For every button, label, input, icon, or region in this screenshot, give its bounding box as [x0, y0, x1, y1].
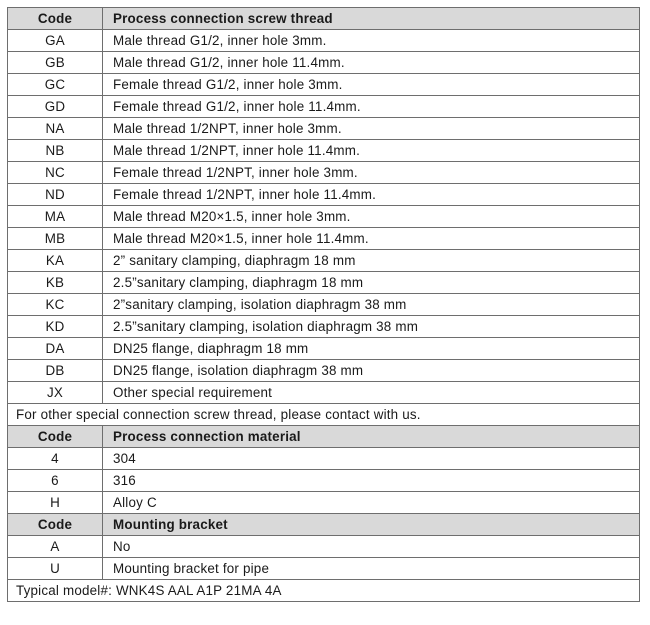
bracket-header-code: Code	[8, 514, 103, 536]
row-code: KC	[8, 294, 103, 316]
table-row	[8, 382, 640, 404]
table-row	[8, 228, 640, 250]
row-code: KA	[8, 250, 103, 272]
row-desc: 2.5”sanitary clamping, diaphragm 18 mm	[103, 272, 640, 294]
material-header-code: Code	[8, 426, 103, 448]
table-row	[8, 470, 640, 492]
row-code: KD	[8, 316, 103, 338]
row-code: NB	[8, 140, 103, 162]
table-row	[8, 272, 640, 294]
row-desc: 316	[103, 470, 640, 492]
row-desc: Female thread 1/2NPT, inner hole 3mm.	[103, 162, 640, 184]
row-code: NA	[8, 118, 103, 140]
row-code: 4	[8, 448, 103, 470]
row-code: 6	[8, 470, 103, 492]
row-code: ND	[8, 184, 103, 206]
row-desc: DN25 flange, isolation diaphragm 38 mm	[103, 360, 640, 382]
row-desc: Other special requirement	[103, 382, 640, 404]
spec-table	[7, 7, 640, 602]
row-desc: Male thread 1/2NPT, inner hole 11.4mm.	[103, 140, 640, 162]
spec-table-container	[7, 7, 640, 602]
row-code: A	[8, 536, 103, 558]
table-row	[8, 96, 640, 118]
row-desc: 2”sanitary clamping, isolation diaphragm 38 mm	[103, 294, 640, 316]
thread-note: For other special connection screw thread, please contact with us.	[8, 404, 640, 426]
row-desc: DN25 flange, diaphragm 18 mm	[103, 338, 640, 360]
table-row	[8, 338, 640, 360]
row-code: DA	[8, 338, 103, 360]
table-row	[8, 316, 640, 338]
thread-header-row	[8, 8, 640, 30]
row-code: GD	[8, 96, 103, 118]
typical-model: Typical model#: WNK4S AAL A1P 21MA 4A	[8, 580, 640, 602]
table-row	[8, 558, 640, 580]
row-desc: 2.5”sanitary clamping, isolation diaphragm 38 mm	[103, 316, 640, 338]
row-desc: 304	[103, 448, 640, 470]
row-desc: Alloy C	[103, 492, 640, 514]
row-code: GB	[8, 52, 103, 74]
material-header-row	[8, 426, 640, 448]
table-row	[8, 492, 640, 514]
row-desc: Male thread G1/2, inner hole 3mm.	[103, 30, 640, 52]
thread-note-row	[8, 404, 640, 426]
material-header-desc: Process connection material	[103, 426, 640, 448]
row-code: GA	[8, 30, 103, 52]
row-code: U	[8, 558, 103, 580]
table-row	[8, 74, 640, 96]
row-desc: Male thread M20×1.5, inner hole 3mm.	[103, 206, 640, 228]
row-desc: Male thread G1/2, inner hole 11.4mm.	[103, 52, 640, 74]
table-row	[8, 294, 640, 316]
row-desc: Male thread M20×1.5, inner hole 11.4mm.	[103, 228, 640, 250]
row-desc: Male thread 1/2NPT, inner hole 3mm.	[103, 118, 640, 140]
row-code: DB	[8, 360, 103, 382]
table-row	[8, 448, 640, 470]
row-desc: Mounting bracket for pipe	[103, 558, 640, 580]
row-desc: Female thread G1/2, inner hole 11.4mm.	[103, 96, 640, 118]
bracket-header-desc: Mounting bracket	[103, 514, 640, 536]
table-row	[8, 118, 640, 140]
row-code: MA	[8, 206, 103, 228]
thread-header-code: Code	[8, 8, 103, 30]
row-code: NC	[8, 162, 103, 184]
row-code: GC	[8, 74, 103, 96]
row-code: KB	[8, 272, 103, 294]
typical-model-row	[8, 580, 640, 602]
table-row	[8, 140, 640, 162]
table-row	[8, 30, 640, 52]
row-desc: Female thread G1/2, inner hole 3mm.	[103, 74, 640, 96]
row-code: MB	[8, 228, 103, 250]
row-desc: No	[103, 536, 640, 558]
table-row	[8, 360, 640, 382]
row-desc: Female thread 1/2NPT, inner hole 11.4mm.	[103, 184, 640, 206]
table-row	[8, 250, 640, 272]
table-row	[8, 162, 640, 184]
table-row	[8, 206, 640, 228]
table-row	[8, 536, 640, 558]
table-row	[8, 52, 640, 74]
row-code: JX	[8, 382, 103, 404]
row-desc: 2” sanitary clamping, diaphragm 18 mm	[103, 250, 640, 272]
table-row	[8, 184, 640, 206]
row-code: H	[8, 492, 103, 514]
bracket-header-row	[8, 514, 640, 536]
thread-header-desc: Process connection screw thread	[103, 8, 640, 30]
